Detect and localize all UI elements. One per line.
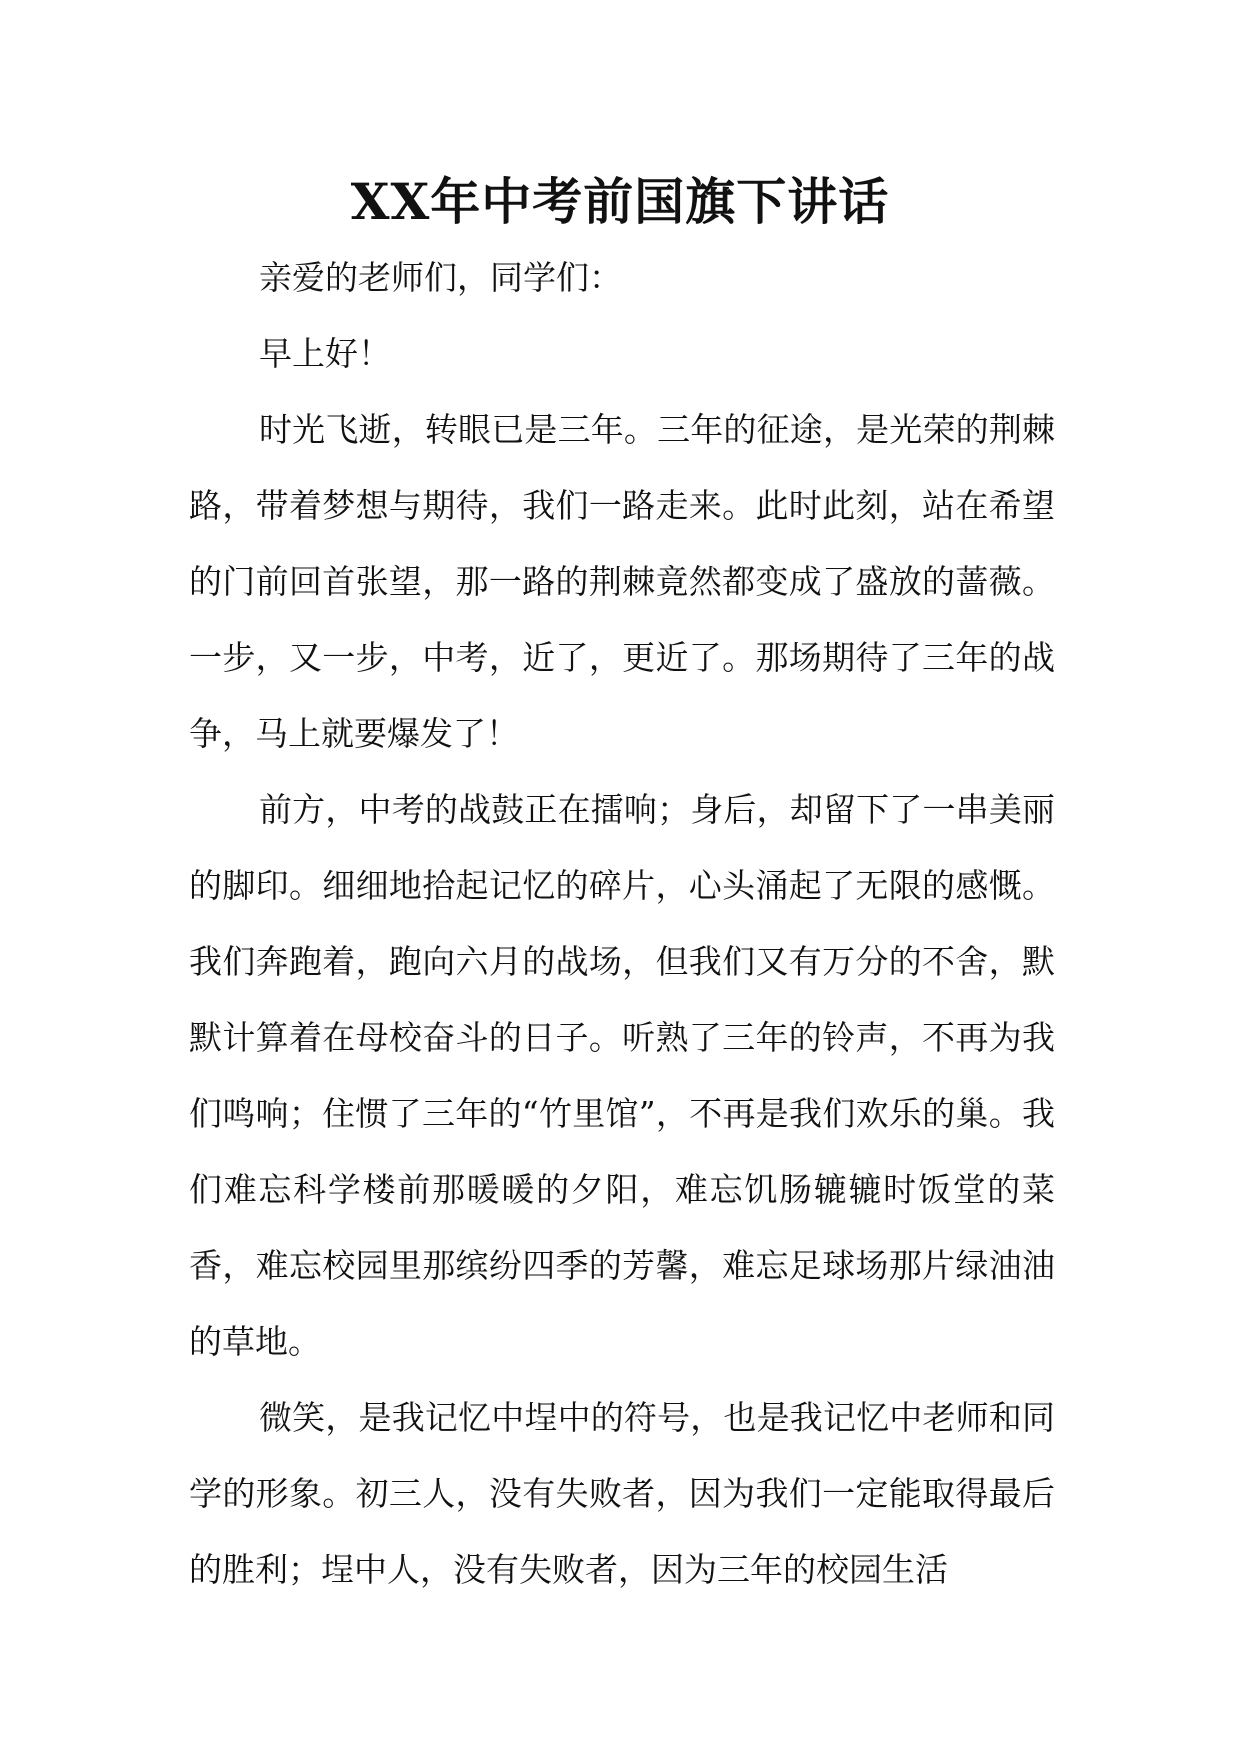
paragraph-memories: 前方，中考的战鼓正在擂响；身后，却留下了一串美丽的脚印。细细地拾起记忆的碎片，心头涌起了无限的感慨。我们奔跑着，跑向六月的战场，但我们又有万分的不舍，默默计算着在母校奋斗的日子。听熟了三年的铃声，不再为我们鸣响；住惯了三年的“竹里馆”，不再是我们欢乐的巢。我们难忘科学楼前那暖暖的夕阳，难忘饥肠辘辘时饭堂的菜香，难忘校园里那缤纷四季的芳馨，难忘足球场那片绿油油的草地。 — [189, 790, 1055, 1361]
paragraph-good-morning: 早上好！ — [259, 334, 391, 373]
paragraph-time-flies: 时光飞逝，转眼已是三年。三年的征途，是光荣的荆棘路，带着梦想与期待，我们一路走来。此时此刻，站在希望的门前回首张望，那一路的荆棘竟然都变成了盛放的蔷薇。一步，又一步，中考，近了，更近了。那场期待了三年的战争，马上就要爆发了！ — [189, 410, 1055, 753]
document-body — [189, 240, 1055, 1608]
paragraph-smile: 微笑，是我记忆中埕中的符号，也是我记忆中老师和同学的形象。初三人，没有失败者，因为我们一定能取得最后的胜利；埕中人，没有失败者，因为三年的校园生活 — [189, 1398, 1055, 1589]
paragraph-greeting: 亲爱的老师们，同学们： — [259, 258, 622, 297]
document-title: XX年中考前国旗下讲话 — [350, 172, 890, 231]
